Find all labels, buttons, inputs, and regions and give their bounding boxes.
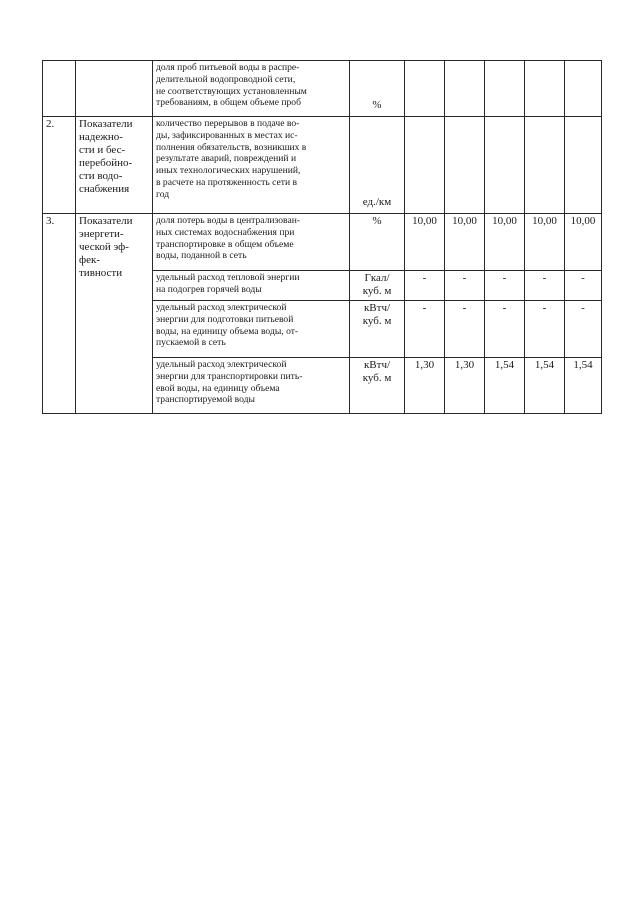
value-cell	[485, 117, 525, 214]
value-cell	[445, 117, 485, 214]
value-cell: -	[445, 301, 485, 358]
indicator-description: удельный расход электрической энергии для транспортировки пить- евой воды, на единицу объема транспортируемой воды	[153, 358, 350, 414]
value-cell	[405, 61, 445, 117]
indicator-group: Показатели энергети- ческой эф- фек- тивности	[76, 214, 153, 414]
value-cell: 1,54	[485, 358, 525, 414]
value-cell: 10,00	[445, 214, 485, 271]
indicator-description: удельный расход тепловой энергии на подогрев горячей воды	[153, 271, 350, 301]
table-row	[43, 214, 602, 271]
value-cell: -	[485, 301, 525, 358]
indicator-group: Показатели надежно- сти и бес- перебойно- сти водо- снабжения	[76, 117, 153, 214]
value-cell	[565, 61, 602, 117]
indicator-group	[76, 61, 153, 117]
value-cell	[565, 117, 602, 214]
value-cell: 10,00	[565, 214, 602, 271]
value-cell: -	[565, 271, 602, 301]
table-row	[43, 117, 602, 214]
value-cell: 10,00	[525, 214, 565, 271]
unit-cell: ед./км	[350, 117, 405, 214]
unit-cell: %	[350, 214, 405, 271]
indicator-description: удельный расход электрической энергии для подготовки питьевой воды, на единицу объема воды, от- пускаемой в сеть	[153, 301, 350, 358]
value-cell: 1,54	[565, 358, 602, 414]
indicators-table	[42, 60, 602, 414]
value-cell: 10,00	[405, 214, 445, 271]
value-cell	[405, 117, 445, 214]
row-number	[43, 61, 76, 117]
value-cell	[445, 61, 485, 117]
indicator-description: доля потерь воды в централизован- ных системах водоснабжения при транспортировке в общем объеме воды, поданной в сеть	[153, 214, 350, 271]
unit-cell: Гкал/ куб. м	[350, 271, 405, 301]
indicator-description: доля проб питьевой воды в распре- делительной водопроводной сети, не соответствующих установленным требованиям, в общем объеме проб	[153, 61, 350, 117]
value-cell: -	[525, 301, 565, 358]
row-number: 2.	[43, 117, 76, 214]
value-cell: -	[445, 271, 485, 301]
value-cell: -	[405, 271, 445, 301]
value-cell: -	[405, 301, 445, 358]
value-cell: 1,30	[405, 358, 445, 414]
value-cell: -	[485, 271, 525, 301]
unit-cell: кВтч/ куб. м	[350, 301, 405, 358]
value-cell	[525, 61, 565, 117]
unit-cell: %	[350, 61, 405, 117]
row-number: 3.	[43, 214, 76, 414]
value-cell: 10,00	[485, 214, 525, 271]
table-row	[43, 61, 602, 117]
value-cell	[485, 61, 525, 117]
indicator-description: количество перерывов в подаче во- ды, зафиксированных в местах ис- полнения обязательств, возникших в результате аварий, повреждений и иных технологических нарушений, в расчете на протяженность сети в год	[153, 117, 350, 214]
value-cell: -	[525, 271, 565, 301]
value-cell: 1,54	[525, 358, 565, 414]
value-cell	[525, 117, 565, 214]
value-cell: -	[565, 301, 602, 358]
value-cell: 1,30	[445, 358, 485, 414]
unit-cell: кВтч/ куб. м	[350, 358, 405, 414]
